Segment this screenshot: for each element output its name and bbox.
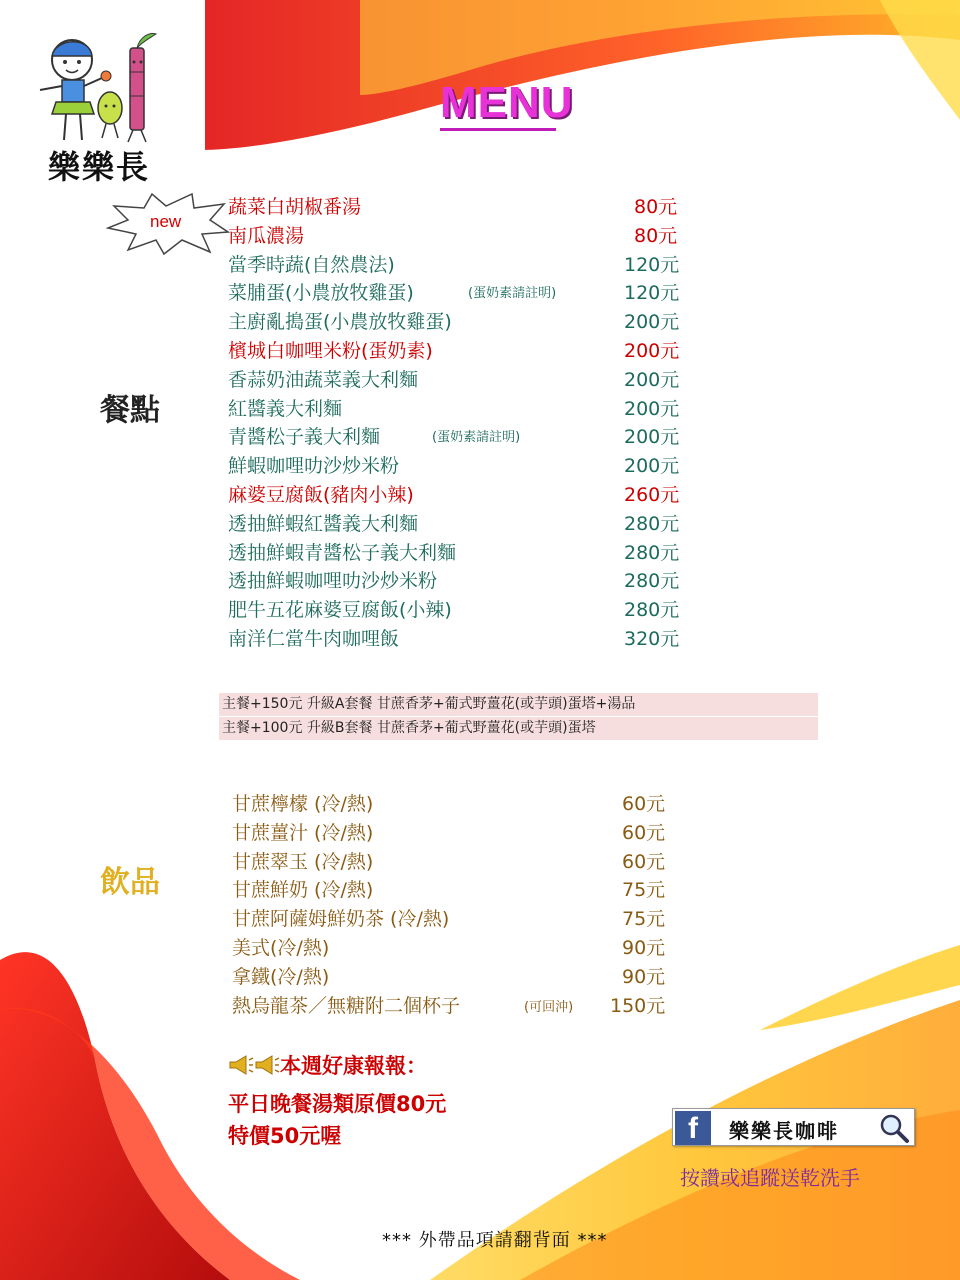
- drink-item-price: 75元: [622, 879, 666, 902]
- food-item-price: 120元: [624, 282, 680, 305]
- food-menu-item: [228, 221, 708, 249]
- food-item-price: 280元: [624, 541, 680, 564]
- drink-item-name: 美式(冷/熱): [232, 937, 330, 959]
- food-item-price: 200元: [624, 311, 680, 334]
- drink-item-name: 甘蔗檸檬 (冷/熱): [232, 793, 374, 815]
- food-item-name: 透抽鮮蝦咖哩叻沙炒米粉: [228, 570, 438, 593]
- drink-item-price: 60元: [622, 821, 666, 844]
- drink-menu-item: [232, 933, 692, 961]
- food-menu-item: [228, 595, 708, 623]
- facebook-search-badge[interactable]: [672, 1108, 915, 1146]
- drink-item-price: 75元: [622, 908, 666, 931]
- food-item-price: 200元: [624, 455, 680, 478]
- food-item-name: 肥牛五花麻婆豆腐飯(小辣): [228, 599, 452, 622]
- drink-item-name: 甘蔗翠玉 (冷/熱): [232, 850, 374, 873]
- food-item-price: 280元: [624, 570, 680, 593]
- food-item-price: 260元: [624, 484, 680, 506]
- food-item-name: 紅醬義大利麵: [228, 397, 343, 420]
- food-menu-item: [228, 480, 708, 508]
- drink-item-name: 拿鐵(冷/熱): [232, 965, 330, 988]
- promo-heading-text: 本週好康報報：: [280, 1054, 427, 1078]
- food-item-price: 200元: [624, 340, 680, 362]
- drink-item-price: 60元: [622, 850, 666, 873]
- facebook-page-name: 樂樂長咖啡: [729, 1119, 839, 1143]
- drink-menu-item: [232, 904, 692, 932]
- food-menu-item: [228, 365, 708, 393]
- food-item-name: 南洋仁當牛肉咖哩飯: [228, 628, 400, 650]
- food-item-name: 檳城白咖哩米粉(蛋奶素): [228, 340, 433, 362]
- drink-item-price: 90元: [622, 965, 666, 988]
- drink-menu-item: [232, 875, 692, 903]
- food-menu-item: [228, 192, 708, 220]
- drink-item-note: (可回沖): [524, 999, 574, 1015]
- food-menu-item: [228, 566, 708, 594]
- promo-line-1: 平日晚餐湯類原價80元: [228, 1092, 447, 1116]
- food-item-name: 當季時蔬(自然農法): [228, 253, 395, 276]
- food-item-name: 麻婆豆腐飯(豬肉小辣): [228, 484, 414, 506]
- drink-item-price: 60元: [622, 793, 666, 815]
- food-item-price: 200元: [624, 426, 680, 449]
- food-menu-item: [228, 250, 708, 278]
- food-section-label: 餐點: [100, 393, 160, 428]
- food-menu-item: [228, 538, 708, 566]
- takeout-footer-note: *** 外帶品項請翻背面 ***: [382, 1230, 608, 1251]
- food-item-name: 青醬松子義大利麵: [228, 426, 381, 449]
- megaphone-icon: [254, 1054, 280, 1076]
- food-menu-item: [228, 509, 708, 537]
- food-menu-item: [228, 307, 708, 335]
- food-item-name: 南瓜濃湯: [228, 224, 305, 247]
- title-underline: [440, 128, 556, 131]
- page-title: MENU: [440, 78, 574, 127]
- food-item-name: 透抽鮮蝦青醬松子義大利麵: [228, 541, 457, 564]
- food-item-price: 80元: [634, 196, 678, 218]
- drink-item-price: 90元: [622, 937, 666, 959]
- food-menu-item: [228, 451, 708, 479]
- food-item-note: (蛋奶素請註明): [468, 286, 557, 302]
- drink-item-price: 150元: [610, 994, 666, 1017]
- set-upgrade-row: 主餐+100元 升級B套餐 甘蔗香茅+葡式野薑花(或芋頭)蛋塔: [219, 717, 818, 740]
- food-item-name: 菜脯蛋(小農放牧雞蛋): [228, 282, 414, 305]
- food-item-price: 320元: [624, 628, 680, 650]
- mascot-illustration-icon: [30, 28, 170, 148]
- follow-promo-text: 按讚或追蹤送乾洗手: [680, 1166, 860, 1190]
- drink-item-name: 甘蔗鮮奶 (冷/熱): [232, 879, 374, 902]
- drink-menu-item: [232, 818, 692, 846]
- new-badge-label: new: [150, 212, 182, 231]
- drink-menu-item: [232, 847, 692, 875]
- food-item-price: 200元: [624, 397, 680, 420]
- search-icon: [878, 1112, 910, 1144]
- food-item-note: (蛋奶素請註明): [432, 430, 521, 446]
- food-item-name: 鮮蝦咖哩叻沙炒米粉: [228, 455, 400, 478]
- set-upgrade-row: 主餐+150元 升級A套餐 甘蔗香茅+葡式野薑花(或芋頭)蛋塔+湯品: [219, 693, 818, 716]
- food-item-name: 香蒜奶油蔬菜義大利麵: [228, 368, 419, 391]
- food-menu-item: [228, 624, 708, 652]
- drink-item-name: 熱烏龍茶／無糖附二個杯子: [232, 994, 461, 1017]
- drink-menu-item: [232, 789, 692, 817]
- food-item-name: 主廚亂搗蛋(小農放牧雞蛋): [228, 311, 452, 334]
- food-item-price: 280元: [624, 512, 680, 535]
- food-item-price: 200元: [624, 368, 680, 391]
- megaphone-icon: [228, 1054, 254, 1076]
- food-item-price: 280元: [624, 599, 680, 622]
- brand-logo: [0, 0, 205, 200]
- food-item-name: 蔬菜白胡椒番湯: [228, 196, 362, 218]
- drink-item-name: 甘蔗薑汁 (冷/熱): [232, 821, 374, 844]
- drink-item-name: 甘蔗阿薩姆鮮奶茶 (冷/熱): [232, 908, 450, 931]
- brand-logo-text: 樂樂長: [48, 148, 151, 186]
- food-item-price: 80元: [634, 224, 678, 247]
- food-item-price: 120元: [624, 253, 680, 276]
- food-menu-item: [228, 336, 708, 364]
- food-menu-item: [228, 422, 708, 450]
- promo-line-2: 特價50元喔: [228, 1124, 342, 1148]
- food-menu-item: [228, 394, 708, 422]
- food-menu-item: [228, 278, 708, 306]
- facebook-icon: f: [675, 1111, 711, 1145]
- drinks-section-label: 飲品: [100, 865, 160, 900]
- drink-menu-item: [232, 962, 692, 990]
- promo-heading: [228, 1050, 427, 1080]
- food-item-name: 透抽鮮蝦紅醬義大利麵: [228, 512, 419, 535]
- drink-menu-item: [232, 991, 692, 1019]
